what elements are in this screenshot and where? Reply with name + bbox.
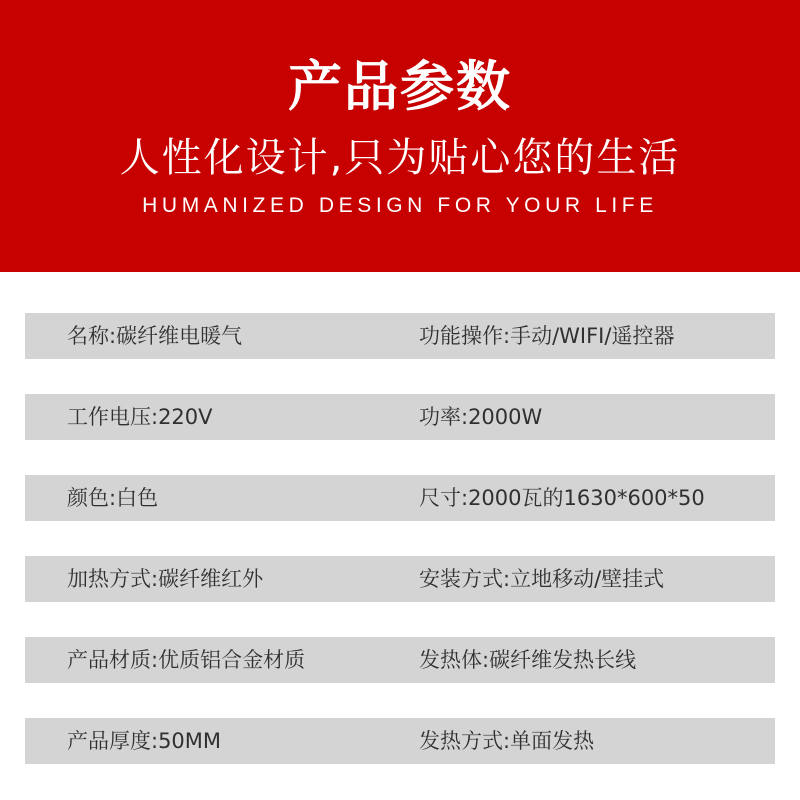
spec-item: 安装方式:立地移动/壁挂式 (419, 567, 665, 591)
spec-item: 产品厚度:50MM (67, 729, 222, 753)
page-title: 产品参数 (288, 55, 512, 118)
spec-item: 加热方式:碳纤维红外 (67, 567, 264, 591)
spec-item: 名称:碳纤维电暖气 (67, 324, 243, 348)
page-subtitle: 人性化设计,只为贴心您的生活 (119, 135, 681, 181)
spec-item: 发热体:碳纤维发热长线 (419, 648, 637, 672)
spec-row (25, 475, 775, 521)
spec-item: 工作电压:220V (67, 405, 213, 429)
spec-item: 颜色:白色 (67, 486, 159, 510)
spec-table (25, 313, 775, 799)
spec-item: 发热方式:单面发热 (419, 729, 595, 753)
spec-row (25, 313, 775, 359)
spec-row (25, 556, 775, 602)
header-banner (0, 0, 800, 272)
page-subtitle-english: HUMANIZED DESIGN FOR YOUR LIFE (142, 194, 658, 217)
spec-row (25, 637, 775, 683)
spec-item: 产品材质:优质铝合金材质 (67, 648, 306, 672)
spec-item: 功率:2000W (419, 405, 543, 429)
spec-row (25, 394, 775, 440)
spec-row (25, 718, 775, 764)
spec-item: 尺寸:2000瓦的1630*600*50 (419, 486, 705, 510)
spec-item: 功能操作:手动/WIFI/遥控器 (419, 324, 675, 348)
